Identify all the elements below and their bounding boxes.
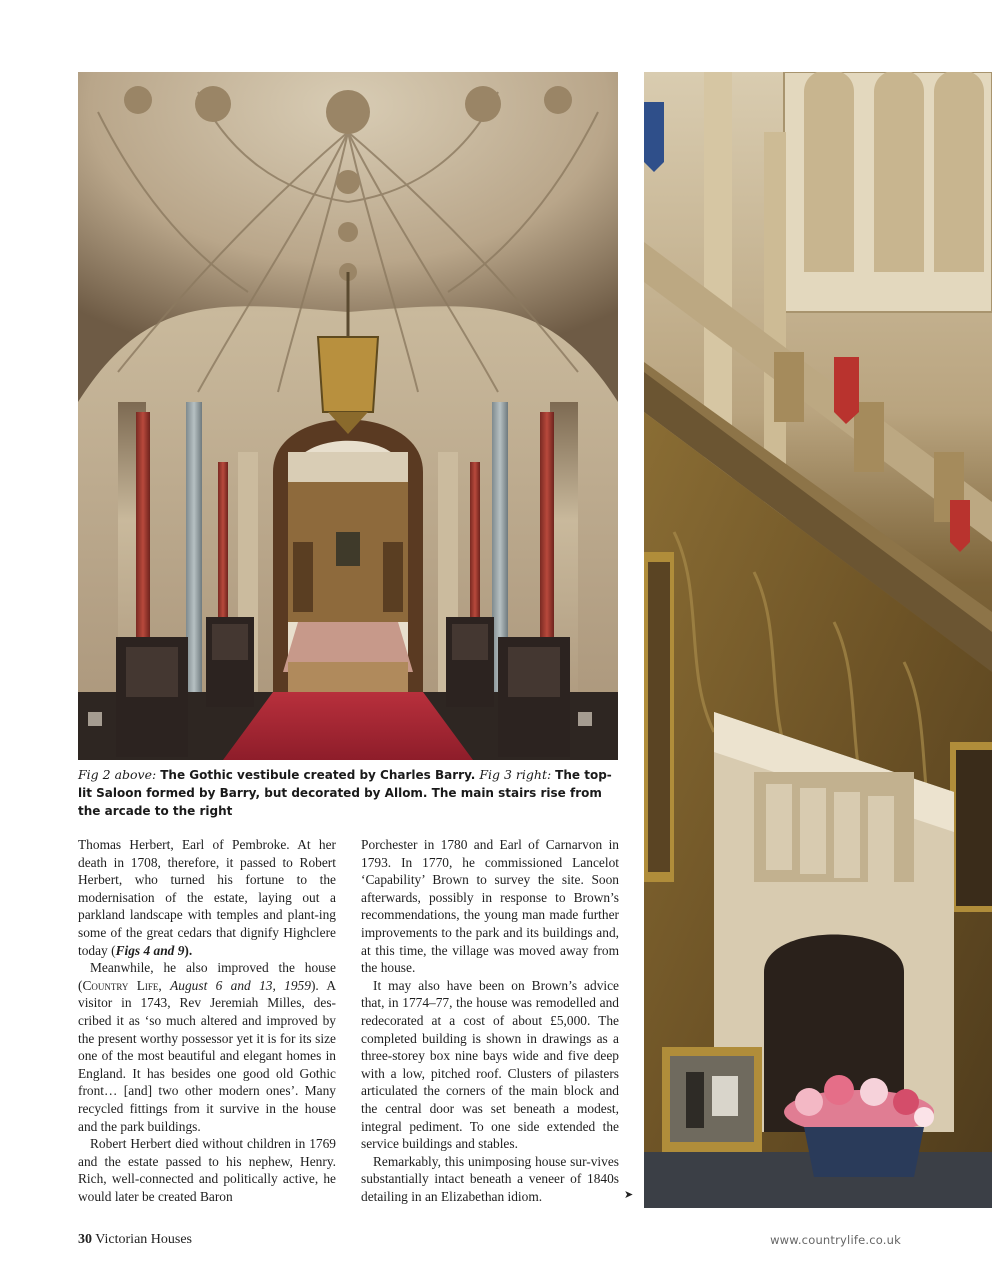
- paragraph: Porchester in 1780 and Earl of Carnarvon in 1793. In 1770, he commissioned Lancelot ‘Capability’ Brown to survey the site. Soon afterwards, possibly in response to Brown’s recommendations, the young man made further improvements to the park and its buildings and, at this time, the village was moved away from the house.: [361, 837, 619, 976]
- issue-date-reference: August 6 and 13, 1959: [170, 977, 311, 993]
- fig2-caption-text: The Gothic vestibule created by Charles Barry.: [160, 768, 476, 782]
- footer-website: www.countrylife.co.uk: [770, 1233, 901, 1247]
- fig3-caption-text: The top-lit Saloon formed by Barry, but decorated by Allom. The main stairs rise from the arcade to the right: [78, 768, 612, 818]
- fig2-caption-label: Fig 2 above:: [78, 767, 157, 782]
- figure-caption: [78, 766, 618, 820]
- fig2-vestibule-photo: [78, 72, 618, 760]
- continued-arrow-icon: ➤: [624, 1188, 634, 1201]
- figure-reference: Figs 4 and 9: [115, 942, 185, 958]
- magazine-reference: Country Life: [82, 977, 159, 993]
- page-number: 30: [78, 1232, 92, 1247]
- paragraph: Thomas Herbert, Earl of Pembroke. At her death in 1708, therefore, it passed to Robert Herbert, who turned his fortune to the modernisation of the estate, laying out a parkland landscape with temples and plant-ing some of the great cedars that dignify Highclere today (Figs 4 and 9).: [78, 837, 336, 958]
- paragraph: It may also have been on Brown’s advice that, in 1774–77, the house was remodelled and redecorated at a cost of about £5,000. The completed building is shown in drawings as a three-storey box nine bays wide and five deep with a low, pitched roof. Clusters of pilasters articulated the corners of the main block and the central door was set beneath a modest, integral pediment. To one side extended the service buildings and stables.: [361, 977, 619, 1152]
- fig3-saloon-photo: [644, 72, 992, 1208]
- paragraph: Remarkably, this unimposing house sur-vives substantially intact beneath a veneer of 1840s detailing in an Elizabethan idiom.: [361, 1153, 619, 1204]
- fig3-caption-label: Fig 3 right:: [479, 767, 552, 782]
- paragraph: Meanwhile, he also improved the house (Country Life, August 6 and 13, 1959). A visitor in 1743, Rev Jeremiah Milles, des-cribed it as ‘so much altered and improved by the present worthy possessor yet it is for its size one of the most beautiful and elegant homes in England. It has besides one good old Gothic front… [and] two other modern ones’. Many recycled fittings from it survive in the house and the park buildings.: [78, 960, 337, 1134]
- publication-title: Victorian Houses: [95, 1232, 192, 1247]
- body-column-right: [361, 836, 619, 1205]
- footer-folio: [78, 1232, 192, 1248]
- body-column-left: [78, 836, 336, 1205]
- paragraph: Robert Herbert died without children in 1769 and the estate passed to his nephew, Henry. Rich, well-connected and politically active, he would later be created Baron: [78, 1136, 336, 1204]
